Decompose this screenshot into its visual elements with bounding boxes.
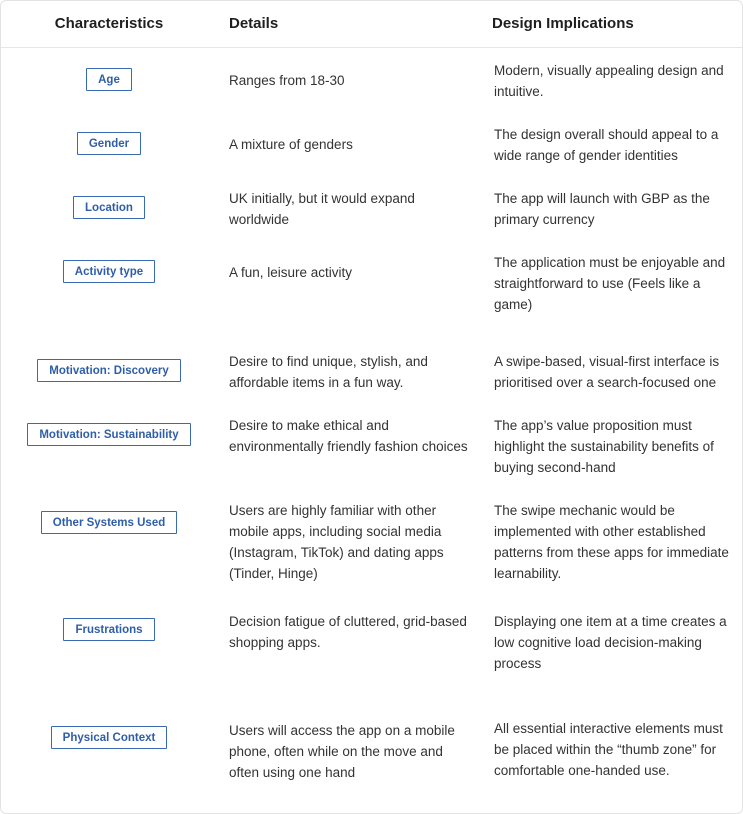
details-cell: A fun, leisure activity: [229, 265, 353, 280]
implications-cell: The swipe mechanic would be implemented with other established patterns from these apps for immediate learnability.: [494, 503, 729, 581]
characteristic-tag: Physical Context: [51, 726, 168, 749]
implications-cell: The app’s value proposition must highlight the sustainability benefits of buying second-hand: [494, 418, 714, 475]
characteristic-tag: Activity type: [63, 260, 155, 283]
details-cell: Users are highly familiar with other mobile apps, including social media (Instagram, TikTok) and dating apps (Tinder, Hinge): [229, 503, 444, 581]
header-design-implications: Design Implications: [492, 15, 634, 32]
characteristic-tag: Motivation: Discovery: [37, 359, 181, 382]
implications-cell: The app will launch with GBP as the primary currency: [494, 191, 710, 227]
details-cell: Desire to find unique, stylish, and affordable items in a fun way.: [229, 354, 428, 390]
implications-cell: Displaying one item at a time creates a low cognitive load decision-making process: [494, 614, 727, 671]
characteristic-tag: Other Systems Used: [41, 511, 178, 534]
characteristic-tag: Motivation: Sustainability: [27, 423, 190, 446]
details-cell: Users will access the app on a mobile phone, often while on the move and often using one hand: [229, 723, 455, 780]
characteristic-tag: Age: [86, 68, 132, 91]
characteristic-tag: Location: [73, 196, 145, 219]
table-header: [1, 1, 742, 48]
implications-cell: The design overall should appeal to a wide range of gender identities: [494, 127, 719, 163]
characteristic-tag: Frustrations: [63, 618, 154, 641]
details-cell: Desire to make ethical and environmentally friendly fashion choices: [229, 418, 468, 454]
implications-cell: The application must be enjoyable and straightforward to use (Feels like a game): [494, 255, 726, 312]
implications-cell: All essential interactive elements must be placed within the “thumb zone” for comfortable one-handed use.: [494, 721, 723, 778]
details-cell: UK initially, but it would expand worldwide: [229, 191, 415, 227]
details-cell: A mixture of genders: [229, 137, 353, 152]
characteristic-tag: Gender: [77, 132, 141, 155]
details-cell: Decision fatigue of cluttered, grid-based shopping apps.: [229, 614, 467, 650]
header-characteristics: Characteristics: [54, 15, 164, 32]
implications-cell: Modern, visually appealing design and intuitive.: [494, 63, 724, 99]
implications-cell: A swipe-based, visual-first interface is prioritised over a search-focused one: [494, 354, 720, 390]
header-details: Details: [229, 15, 279, 32]
details-cell: Ranges from 18-30: [229, 73, 345, 88]
